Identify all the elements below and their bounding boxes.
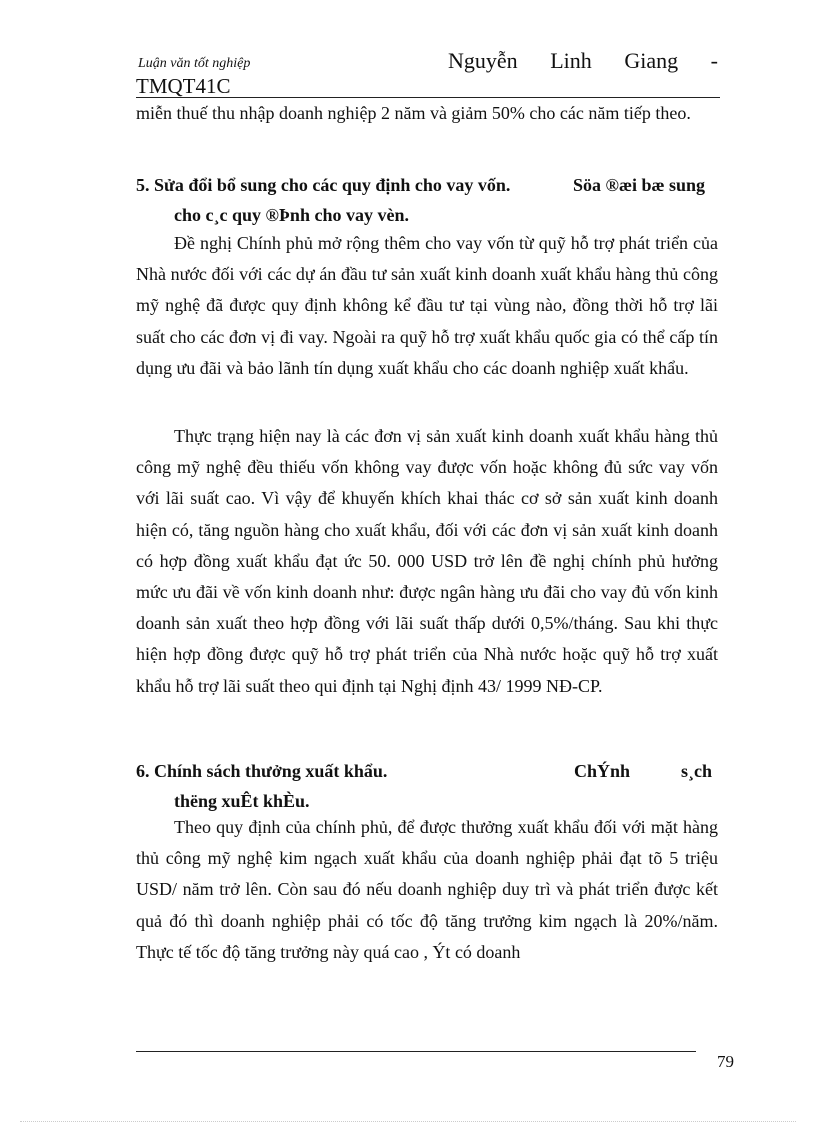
section-6-garbled-3: thëng xuÊt khÈu.	[174, 791, 310, 811]
section-6-title: 6. Chính sách thưởng xuất khẩu.	[136, 761, 388, 781]
paragraph-loan-proposal: Đề nghị Chính phủ mở rộng thêm cho vay vốn từ quỹ hỗ trợ phát triển của Nhà nước đối với các dự án đầu tư sản xuất kinh doanh xuất khẩu hàng thủ công mỹ nghệ đã được quy định không kể đầu tư tại vùng nào, đồng thời hỗ trợ lãi suất cho các đơn vị đi vay. Ngoài ra quỹ hỗ trợ xuất khẩu quốc gia có thể cấp tín dụng ưu đãi và bảo lãnh tín dụng xuất khẩu cho các doanh nghiệp xuất khẩu.	[136, 233, 718, 378]
section-5-garbled-1: Söa ®æi bæ sung	[573, 175, 705, 195]
paragraph-export-bonus: Theo quy định của chính phủ, để được thưởng xuất khẩu đối với mặt hàng thủ công mỹ nghệ kim ngạch xuất khẩu của doanh nghiệp phải đạt tõ 5 triệu USD/ năm trở lên. Còn sau đó nếu doanh nghiệp duy trì và phát triển được kết quả đó thì doanh nghiệp phải có tốc độ tăng trưởng kim ngạch là 20%/năm. Thực tế tốc độ tăng trưởng này quá cao , Ýt có doanh	[136, 817, 718, 962]
page-bottom-dotted-line	[20, 1121, 796, 1122]
section-5-title: 5. Sửa đổi bổ sung cho các quy định cho vay vốn.	[136, 175, 511, 195]
class-code: TMQT41C	[136, 74, 231, 98]
section-6-garbled-2: s¸ch	[681, 761, 712, 781]
author-name: Nguyễn Linh Giang -	[448, 48, 718, 73]
section-5-heading	[136, 170, 720, 230]
paragraph-current-situation: Thực trạng hiện nay là các đơn vị sản xuất kinh doanh xuất khẩu hàng thủ công mỹ nghệ đều thiếu vốn không vay được vốn hoặc không đủ sức vay vốn với lãi suất cao. Vì vậy để khuyến khích khai thác cơ sở sản xuất kinh doanh hiện có, tăng nguồn hàng cho xuất khẩu, đối với các đơn vị sản xuất kinh doanh có hợp đồng xuất khẩu đạt ức 50. 000 USD trở lên đề nghị chính phủ hưởng mức ưu đãi về vốn kinh doanh như: được ngân hàng ưu đãi cho vay đủ vốn kinh doanh sản xuất theo hợp đồng với lãi suất thấp dưới 0,5%/tháng. Sau khi thực hiện hợp đồng được quỹ hỗ trợ phát triển của Nhà nước hoặc quỹ hỗ trợ xuất khẩu hỗ trợ lãi suất theo qui định tại Nghị định 43/ 1999 NĐ-CP.	[136, 426, 718, 696]
section-6-heading	[136, 756, 720, 816]
paragraph-continuation: miễn thuế thu nhập doanh nghiệp 2 năm và giảm 50% cho các năm tiếp theo.	[136, 103, 691, 123]
footer-divider	[136, 1051, 696, 1052]
section-5-garbled-2: cho c¸c quy ®Þnh cho vay vèn.	[174, 205, 409, 225]
section-6-garbled-1: ChÝnh	[574, 761, 631, 781]
thesis-label: Luận văn tốt nghiệp	[138, 56, 251, 71]
page-number: 79	[717, 1052, 734, 1071]
